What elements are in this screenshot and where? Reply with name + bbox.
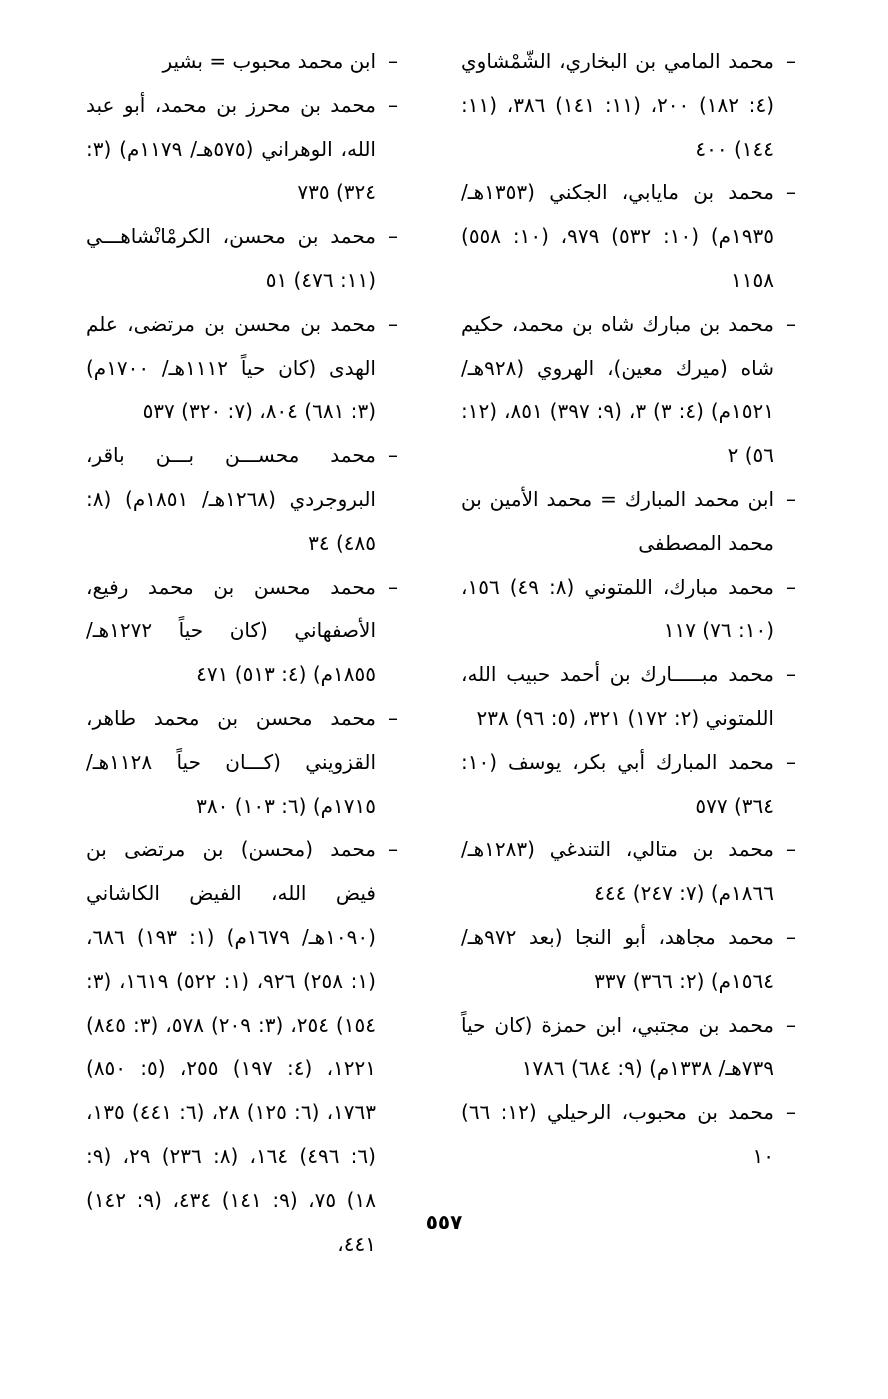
entry-text: محمد بن محرز بن محمد، أبو عبد الله، الوهراني (٥٧٥هـ/ ١١٧٩م) (٣: ٣٢٤) ٧٣٥ (86, 92, 376, 205)
entry-dash: – (786, 311, 796, 336)
index-entry (461, 1091, 796, 1179)
index-entry (461, 566, 796, 654)
entry-text: محمد بن مبارك شاه بن محمد، حكيم شاه (ميرك معين)، الهروي (٩٢٨هـ/ ١٥٢١م) (٤: ٣) ٣، (٩: ٣٩٧) ٨٥١، (١٢: ٥٦) ٢ (461, 311, 774, 468)
entry-dash: – (388, 574, 398, 599)
entry-dash: – (786, 49, 796, 73)
index-entry (461, 916, 796, 1004)
entry-dash: – (786, 486, 796, 511)
index-entry (461, 303, 796, 478)
entry-dash: – (388, 49, 398, 73)
entry-text: محمد محسن بن محمد طاهر، القزويني (كـــان حياً ١١٢٨هـ/ ١٧١٥م) (٦: ١٠٣) ٣٨٠ (86, 705, 376, 818)
entry-text: محمد المامي بن البخاري، الشّمْشاوي (٤: ١٨٢) ٢٠٠، (١١: ١٤١) ٣٨٦، (١١: ١٤٤) ٤٠٠ (461, 49, 774, 161)
entry-text: محمد بن مجتبي، ابن حمزة (كان حياً ٧٣٩هـ/ ١٣٣٨م) (٩: ٦٨٤) ١٧٨٦ (461, 1012, 774, 1081)
entry-text: محمد (محسن) بن مرتضى بن فيض الله، الفيض الكاشاني (١٠٩٠هـ/ ١٦٧٩م) (١: ١٩٣) ٦٨٦، (١: ٢٥٨) ٩٢٦، (١: ٥٢٢) ١٦١٩، (٣: ١٥٤) ٢٥٤، (٣: ٢٠٩) ٥٧٨، (٣: ٨٤٥) ١٢٢١، (٤: ١٩٧) ٢٥٥، (٥: ٨٥٠) ١٧٦٣، (٦: ١٢٥) ٢٨، (٦: ٤٤١) ١٣٥، (٦: ٤٩٦) ١٦٤، (٨: ٢٣٦) ٢٩، (٩: ١٨) ٧٥، (٩: ١٤١) ٤٣٤، (٩: ١٤٢) ٤٤١، (86, 837, 376, 1256)
index-entry (86, 566, 398, 697)
index-entry (86, 40, 398, 84)
entry-dash: – (388, 311, 398, 336)
entry-dash: – (786, 662, 796, 687)
entry-dash: – (388, 224, 398, 249)
entry-text: محمد المبارك أبي بكر، يوسف (١٠: ٣٦٤) ٥٧٧ (461, 749, 774, 818)
entry-dash: – (786, 1012, 796, 1037)
entry-text: محمد بن محبوب، الرحيلي (١٢: ٦٦) ١٠ (461, 1100, 774, 1168)
page-number: ٥٥٧ (425, 1210, 463, 1234)
entry-text: محمد بن مايابي، الجكني (١٣٥٣هـ/ ١٩٣٥م) (١٠: ٥٣٢) ٩٧٩، (١٠: ٥٥٨) ١١٥٨ (461, 180, 774, 292)
entry-dash: – (786, 180, 796, 205)
entry-text: محمد محسن بن محمد رفيع، الأصفهاني (كان حياً ١٢٧٢هـ/ ١٨٥٥م) (٤: ٥١٣) ٤٧١ (86, 574, 376, 687)
entry-text: ابن محمد محبوب = بشير (162, 49, 376, 73)
entry-dash: – (388, 92, 398, 117)
entry-dash: – (786, 749, 796, 774)
entry-text: ابن محمد المبارك = محمد الأمين بن محمد المصطفى (461, 486, 774, 555)
index-entry (461, 741, 796, 829)
index-entry (86, 303, 398, 434)
index-entry (86, 697, 398, 828)
index-column-right (461, 40, 796, 1179)
entry-text: محمد بن متالي، التندغي (١٢٨٣هـ/ ١٨٦٦م) (٧: ٢٤٧) ٤٤٤ (461, 837, 774, 906)
index-entry (461, 40, 796, 171)
entry-text: محمد مبارك، اللمتوني (٨: ٤٩) ١٥٦، (١٠: ٧٦) ١١٧ (461, 574, 774, 643)
index-entry (461, 171, 796, 302)
index-entry (461, 1004, 796, 1092)
entry-dash: – (786, 837, 796, 862)
entry-dash: – (786, 574, 796, 599)
entry-dash: – (786, 924, 796, 949)
entry-dash: – (786, 1100, 796, 1125)
index-entry (86, 84, 398, 215)
index-entry (461, 653, 796, 741)
index-entry (461, 478, 796, 566)
index-entry (461, 828, 796, 916)
index-entry (86, 828, 398, 1266)
entry-dash: – (388, 837, 398, 862)
entry-dash: – (388, 443, 398, 468)
index-entry (86, 434, 398, 565)
index-column-left (86, 40, 398, 1266)
entry-text: محمد محســـن بـــن باقر، البروجردي (١٢٦٨هـ/ ١٨٥١م) (٨: ٤٨٥) ٣٤ (86, 443, 376, 555)
entry-text: محمد بن محسن بن مرتضى، علم الهدى (كان حياً ١١١٢هـ/ ١٧٠٠م) (٣: ٦٨١) ٨٠٤، (٧: ٣٢٠) ٥٣٧ (86, 311, 376, 424)
entry-text: محمد بن محسن، الكرمْانْشاهـــي (١١: ٤٧٦) ٥١ (86, 224, 376, 292)
entry-text: محمد مجاهد، أبو النجا (بعد ٩٧٢هـ/ ١٥٦٤م) (٢: ٣٦٦) ٣٣٧ (461, 924, 774, 993)
index-entry (86, 215, 398, 303)
entry-dash: – (388, 705, 398, 730)
entry-text: محمد مبـــــارك بن أحمد حبيب الله، اللمتوني (٢: ١٧٢) ٣٢١، (٥: ٩٦) ٢٣٨ (461, 662, 774, 730)
